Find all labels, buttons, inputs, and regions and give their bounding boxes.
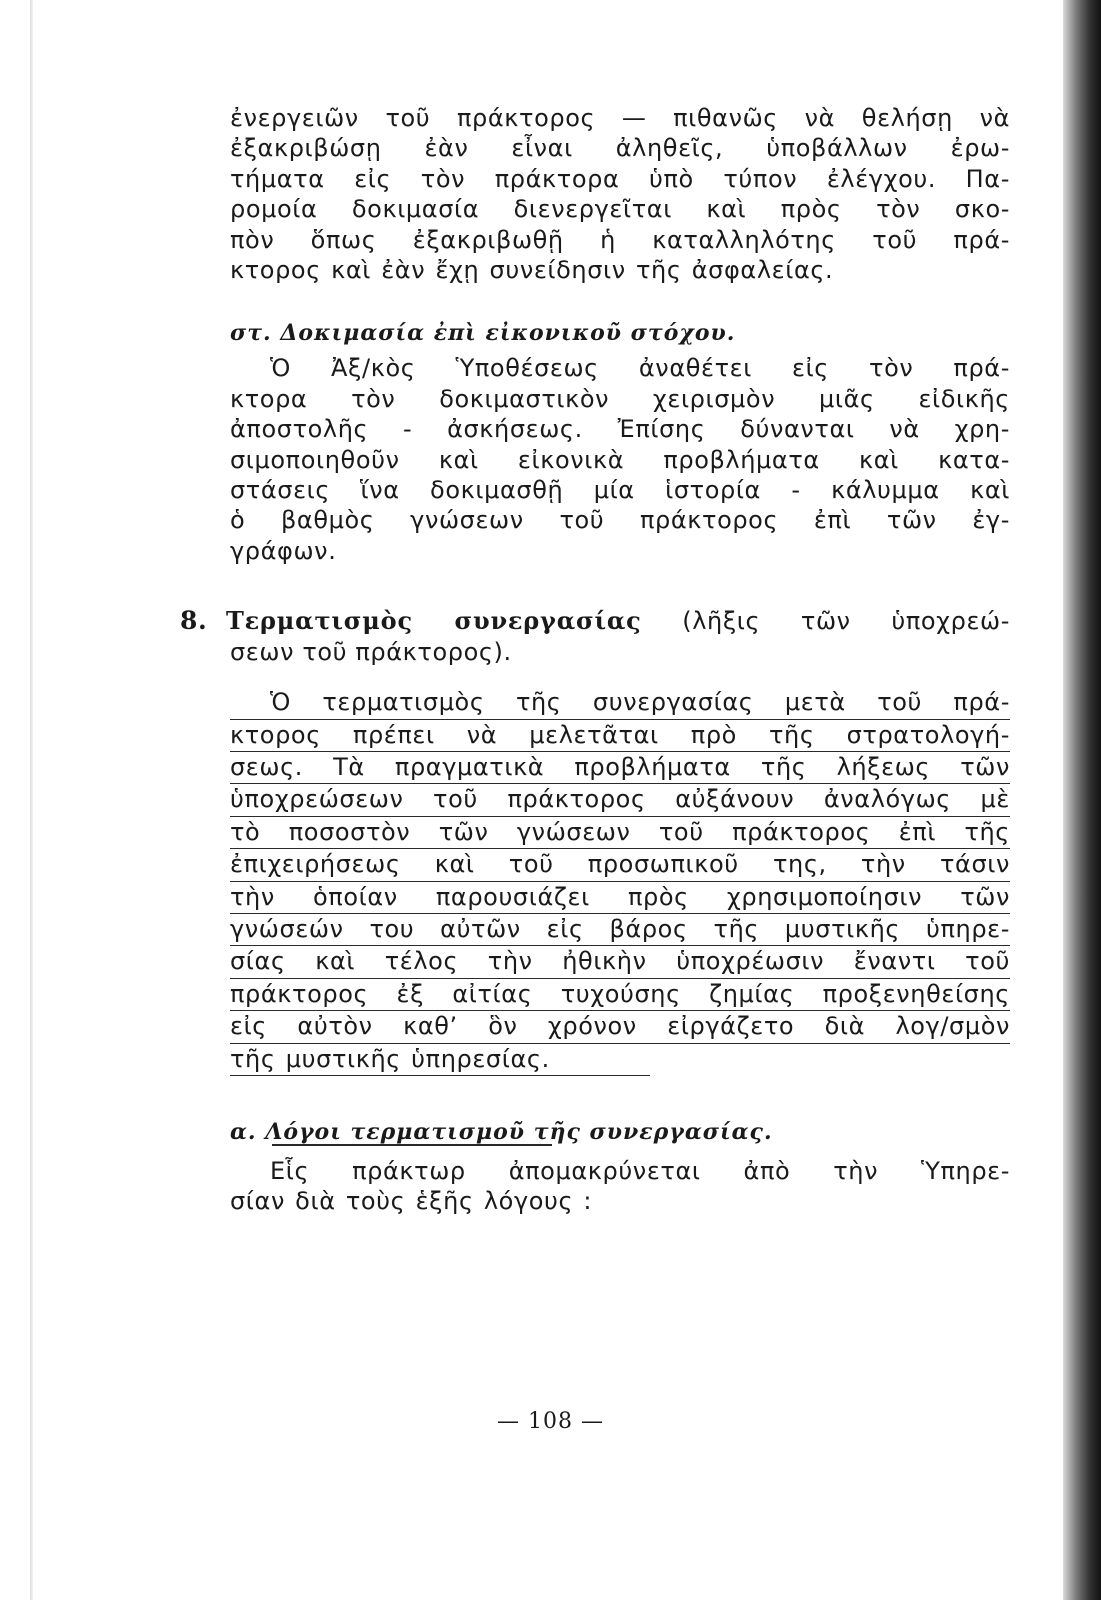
text-line: ἐξακριβώσῃ ἐὰν εἶναι ἀληθεῖς, ὑποβάλλων ἐρω- (230, 134, 1010, 163)
body-text (180, 103, 1010, 1217)
text-line: Εἷς πράκτωρ ἀπομακρύνεται ἀπὸ τὴν Ὑπηρε- (270, 1156, 1010, 1185)
text-line: Ὁ Ἀξ/κὸς Ὑποθέσεως ἀναθέτει εἰς τὸν πρά- (270, 354, 1010, 383)
text-line: κτορος πρέπει νὰ μελετᾶται πρὸ τῆς στρατολογή- (230, 720, 1010, 752)
text-line: πράκτορος ἐξ αἰτίας τυχούσης ζημίας προξενηθείσης (230, 979, 1010, 1011)
section-8-line-2: σεων τοῦ πράκτορος). (230, 637, 512, 666)
text-line: Ὁ τερματισμὸς τῆς συνεργασίας μετὰ τοῦ πρά- (230, 687, 1010, 719)
text-line: ὁ βαθμὸς γνώσεων τοῦ πράκτορος ἐπὶ τῶν ἐγ- (230, 506, 1010, 535)
text-line: ἀποστολῆς - ἀσκήσεως. Ἐπίσης δύνανται νὰ χρη- (230, 415, 1010, 444)
subheading-st: στ. Δοκιμασία ἐπὶ εἰκονικοῦ στόχου. (230, 320, 736, 347)
text-line: ἐπιχειρήσεως καὶ τοῦ προσωπικοῦ της, τὴν τάσιν (230, 849, 1010, 881)
section-8-line-1 (180, 606, 1010, 636)
text-line: τῆς μυστικῆς ὑπηρεσίας. (230, 1044, 650, 1076)
text-line: ρομοία δοκιμασία διενεργεῖται καὶ πρὸς τὸν σκο- (230, 195, 1010, 224)
section-number: 8. (180, 606, 208, 636)
text-line: τὴν ὁποίαν παρουσιάζει πρὸς χρησιμοποίησιν τῶν (230, 882, 1010, 914)
text-line: γνώσεών του αὐτῶν εἰς βάρος τῆς μυστικῆς ὑπηρε- (230, 914, 1010, 946)
subheading-a: α. Λόγοι τερματισμοῦ τῆς συνεργασίας. (230, 1118, 773, 1145)
paragraph-4 (230, 1156, 1010, 1217)
text-line: σεως. Τὰ πραγματικὰ προβλήματα τῆς λήξεως τῶν (230, 752, 1010, 784)
section-8-heading (180, 606, 1010, 667)
text-line: σιμοποιηθοῦν καὶ εἰκονικὰ προβλήματα καὶ κατα- (230, 445, 1010, 474)
text-line: τὸ ποσοστὸν τῶν γνώσεων τοῦ πράκτορος ἐπὶ τῆς (230, 817, 1010, 849)
text-line: γράφων. (230, 536, 337, 565)
text-line: στάσεις ἵνα δοκιμασθῇ μία ἱστορία - κάλυμμα καὶ (230, 476, 1010, 505)
section-title-rest: (λῆξις τῶν ὑποχρεώ- (682, 607, 1010, 636)
text-line: τήματα εἰς τὸν πράκτορα ὑπὸ τύπον ἐλέγχου. Πα- (230, 164, 1010, 193)
page-number: — 108 — (497, 1409, 604, 1434)
paragraph-2 (230, 353, 1010, 566)
section-title: Τερματισμὸς συνεργασίας (226, 606, 642, 636)
text-line: ὑποχρεώσεων τοῦ πράκτορος αὐξάνουν ἀναλόγως μὲ (230, 784, 1010, 816)
text-line: εἰς αὐτὸν καθ’ ὃν χρόνον εἰργάζετο διὰ λογ/σμὸν (230, 1011, 1010, 1043)
page-left-edge (30, 0, 33, 1600)
book-spine-shadow (1063, 0, 1101, 1600)
text-line: κτορα τὸν δοκιμαστικὸν χειρισμὸν μιᾶς εἰδικῆς (230, 384, 1010, 413)
text-line: σίαν διὰ τοὺς ἑξῆς λόγους : (230, 1187, 593, 1216)
paragraph-1 (230, 103, 1010, 285)
text-line: πὸν ὅπως ἐξακριβωθῇ ἡ καταλληλότης τοῦ πρά- (230, 225, 1010, 254)
paragraph-3-underlined (230, 687, 1010, 1076)
text-line: κτορος καὶ ἐὰν ἔχῃ συνείδησιν τῆς ἀσφαλείας. (230, 256, 834, 285)
text-line: σίας καὶ τέλος τὴν ἠθικὴν ὑποχρέωσιν ἔναντι τοῦ (230, 946, 1010, 978)
text-line: ἐνεργειῶν τοῦ πράκτορος — πιθανῶς νὰ θελήσῃ νὰ (230, 104, 1010, 132)
